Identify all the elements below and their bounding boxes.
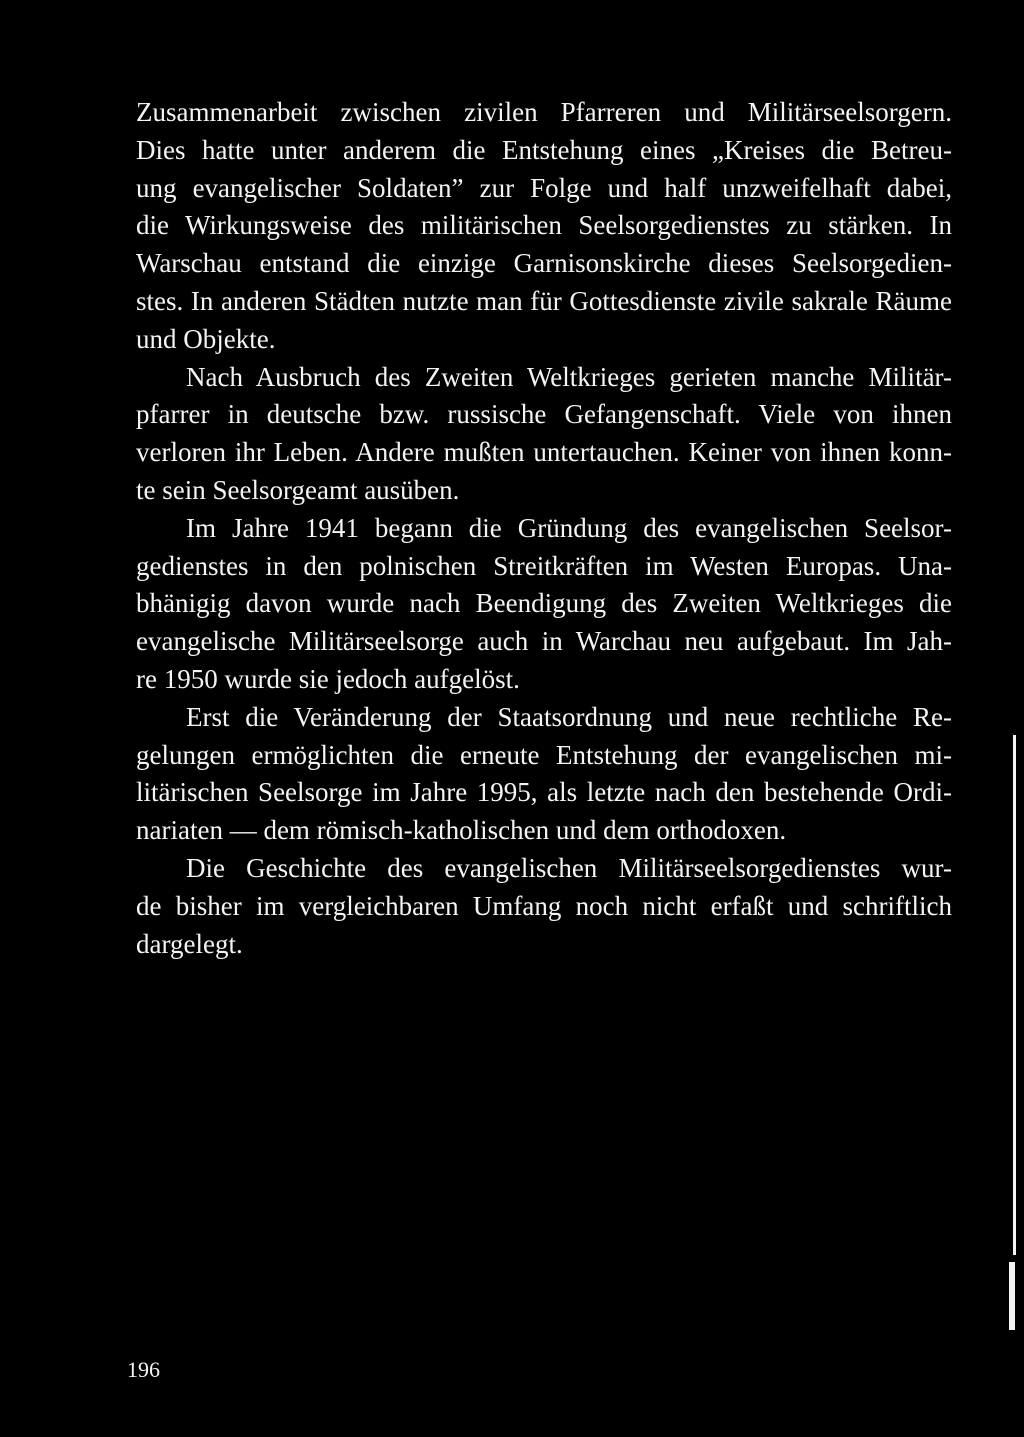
body-text <box>136 94 952 963</box>
text-line: bhänigig davon wurde nach Beendigung des Zweiten Weltkrieges die <box>136 588 952 619</box>
text-line: Zusammenarbeit zwischen zivilen Pfarreren und Militärseelsorgern. <box>136 97 952 127</box>
text-line: Nach Ausbruch des Zweiten Weltkrieges gerieten manche Militär- <box>186 361 952 392</box>
scan-edge-line <box>1013 735 1016 1255</box>
text-line: litärischen Seelsorge im Jahre 1995, als letzte nach den bestehende Ordi- <box>136 777 952 808</box>
text-line: die Wirkungsweise des militärischen Seelsorgedienstes zu stärken. In <box>136 210 952 241</box>
text-line: te sein Seelsorgeamt ausüben. <box>136 474 460 505</box>
text-line: Warschau entstand die einzige Garnisonskirche dieses Seelsorgedien- <box>136 248 952 279</box>
text-line: verloren ihr Leben. Andere mußten untertauchen. Keiner von ihnen konn- <box>136 437 952 468</box>
text-line: und Objekte. <box>136 323 276 354</box>
text-line: Im Jahre 1941 begann die Gründung des evangelischen Seelsor- <box>186 512 952 543</box>
text-line: dargelegt. <box>136 928 243 959</box>
text-line: re 1950 wurde sie jedoch aufgelöst. <box>136 663 520 694</box>
text-line: Erst die Veränderung der Staatsordnung und neue rechtliche Re- <box>186 701 952 732</box>
text-line: Die Geschichte des evangelischen Militärseelsorgedienstes wur- <box>186 852 952 883</box>
text-line: de bisher im vergleichbaren Umfang noch nicht erfaßt und schriftlich <box>136 890 952 921</box>
text-line: evangelische Militärseelsorge auch in Warchau neu aufgebaut. Im Jah- <box>136 626 952 657</box>
text-line: gedienstes in den polnischen Streitkräften im Westen Europas. Una- <box>136 550 952 581</box>
text-line: ung evangelischer Soldaten” zur Folge und half unzweifelhaft dabei, <box>136 172 952 203</box>
scan-edge-mark <box>1009 1262 1015 1330</box>
page-number: 196 <box>127 1357 160 1382</box>
text-line: stes. In anderen Städten nutzte man für Gottesdienste zivile sakrale Räume <box>136 285 952 316</box>
text-line: Dies hatte unter anderem die Entstehung eines „Kreises die Betreu- <box>136 134 952 165</box>
text-line: nariaten — dem römisch-katholischen und dem orthodoxen. <box>136 815 787 846</box>
text-line: pfarrer in deutsche bzw. russische Gefangenschaft. Viele von ihnen <box>136 399 952 430</box>
text-line: gelungen ermöglichten die erneute Entstehung der evangelischen mi- <box>136 739 952 770</box>
